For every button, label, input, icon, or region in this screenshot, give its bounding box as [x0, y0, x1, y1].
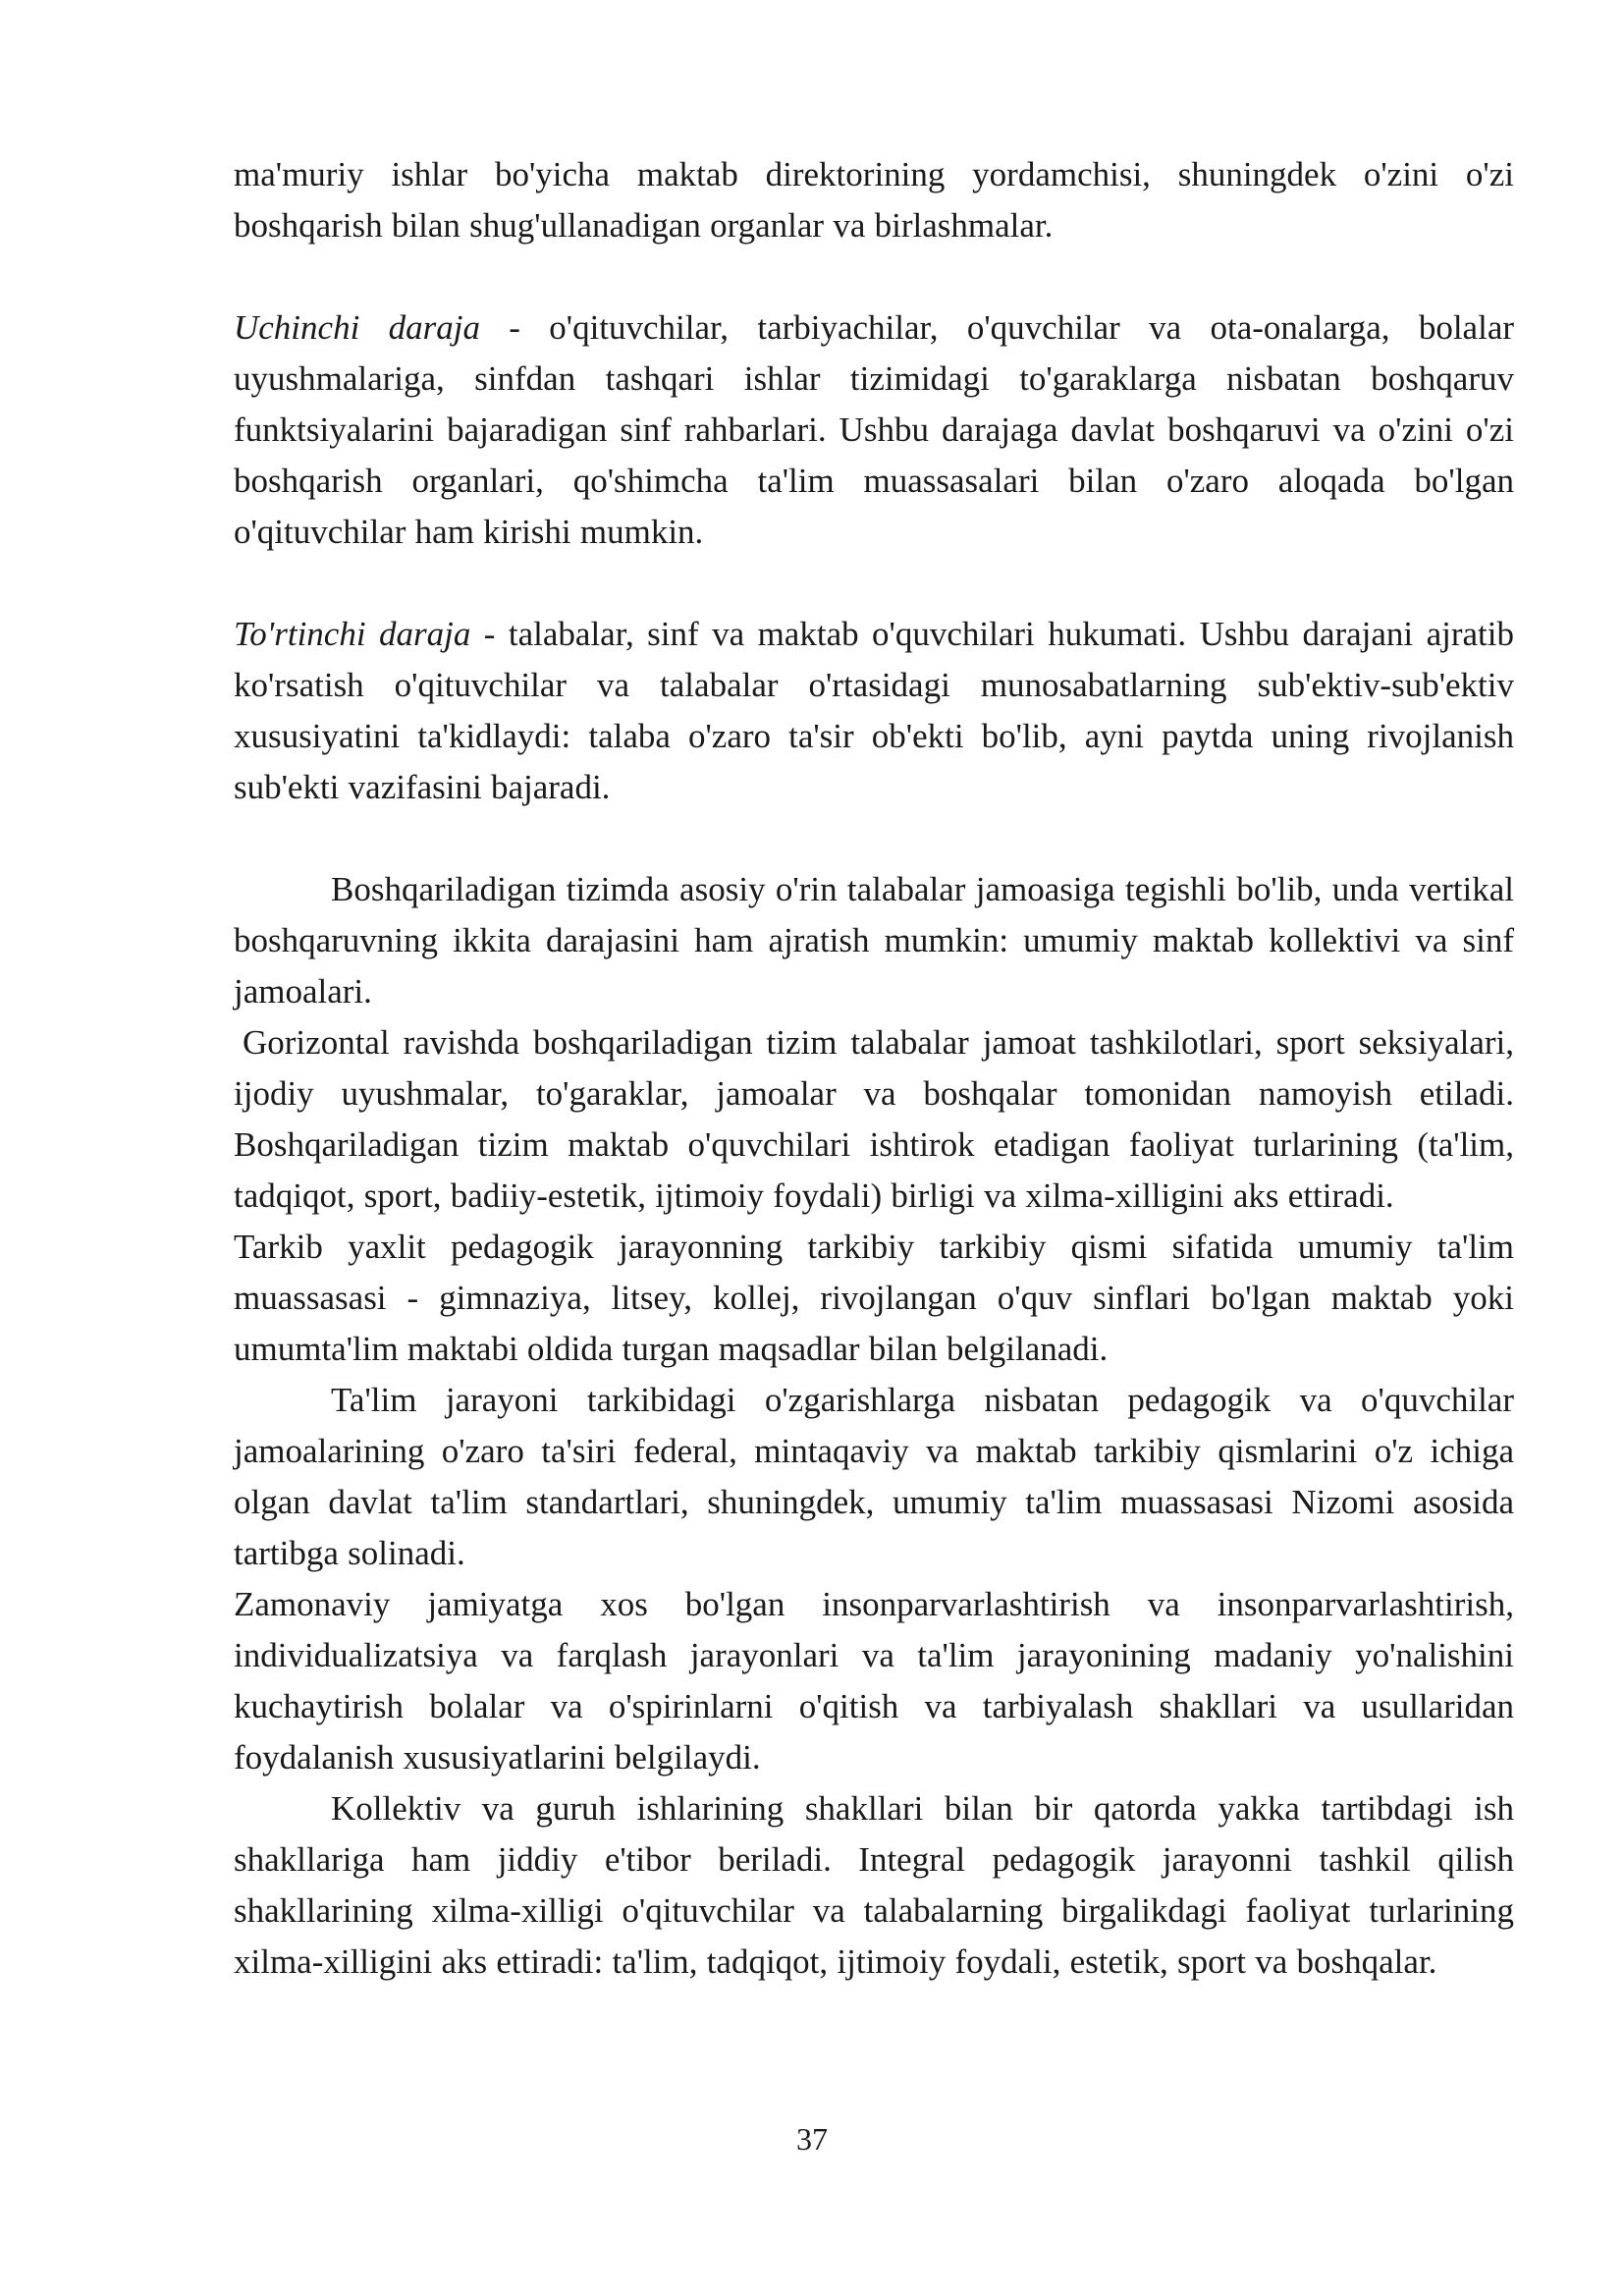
paragraph-4: [234, 864, 1514, 1017]
paragraph-2-lead: Uchinchi daraja: [234, 308, 480, 347]
page-number: 37: [796, 2121, 828, 2157]
paragraph-8: [234, 1579, 1514, 1783]
paragraph-1-text: ma'muriy ishlar bo'yicha maktab direktorining yordamchisi, shuningdek o'zini o'zi boshqarish bilan shug'ullanadigan organlar va birlashmalar.: [234, 155, 1514, 245]
paragraph-6: [234, 1222, 1514, 1375]
paragraph-3-text: - talabalar, sinf va maktab o'quvchilari hukumati. Ushbu darajani ajratib ko'rsatish o'qituvchilar va talabalar o'rtasidagi munosabatlarning sub'ektiv-sub'ektiv xususiyatini ta'kidlaydi: talaba o'zaro ta'sir ob'ekti bo'lib, ayni paytda uning rivojlanish sub'ekti vazifasini bajaradi.: [234, 615, 1514, 806]
paragraph-7-text: Ta'lim jarayoni tarkibidagi o'zgarishlarga nisbatan pedagogik va o'quvchilar jamoalarining o'zaro ta'siri federal, mintaqaviy va maktab tarkibiy qismlarini o'z ichiga olgan davlat ta'lim standartlari, shuningdek, umumiy ta'lim muassasasi Nizomi asosida tartibga solinadi.: [234, 1381, 1514, 1572]
paragraph-3-lead: To'rtinchi daraja: [234, 615, 471, 653]
paragraph-5: [234, 1017, 1514, 1222]
paragraph-2-text: - o'qituvchilar, tarbiyachilar, o'quvchilar va ota-onalarga, bolalar uyushmalariga, sinfdan tashqari ishlar tizimidagi to'garaklarga nisbatan boshqaruv funktsiyalarini bajaradigan sinf rahbarlari. Ushbu darajaga davlat boshqaruvi va o'zini o'zi boshqarish organlari, qo'shimcha ta'lim muassasalari bilan o'zaro aloqada bo'lgan o'qituvchilar ham kirishi mumkin.: [234, 308, 1515, 551]
paragraph-1: [234, 149, 1514, 251]
paragraph-7: [234, 1375, 1514, 1579]
paragraph-8-text: Zamonaviy jamiyatga xos bo'lgan insonparvarlashtirish va insonparvarlashtirish, individualizatsiya va farqlash jarayonlari va ta'lim jarayonining madaniy yo'nalishini kuchaytirish bolalar va o'spirinlarni o'qitish va tarbiyalash shakllari va usullaridan foydalanish xususiyatlarini belgilaydi.: [234, 1585, 1514, 1777]
paragraph-2: [234, 302, 1514, 558]
paragraph-3: [234, 609, 1514, 813]
paragraph-9-text: Kollektiv va guruh ishlarining shakllari bilan bir qatorda yakka tartibdagi ish shakllariga ham jiddiy e'tibor beriladi. Integral pedagogik jarayonni tashkil qilish shakllarining xilma-xilligi o'qituvchilar va talabalarning birgalikdagi faoliyat turlarining xilma-xilligini aks ettiradi: ta'lim, tadqiqot, ijtimoiy foydali, estetik, sport va boshqalar.: [234, 1789, 1514, 1981]
paragraph-4-text: Boshqariladigan tizimda asosiy o'rin talabalar jamoasiga tegishli bo'lib, unda vertikal boshqaruvning ikkita darajasini ham ajratish mumkin: umumiy maktab kollektivi va sinf jamoalari.: [234, 870, 1514, 1011]
page-body: [234, 149, 1514, 1988]
paragraph-6-text: Tarkib yaxlit pedagogik jarayonning tarkibiy tarkibiy qismi sifatida umumiy ta'lim muassasasi - gimnaziya, litsey, kollej, rivojlangan o'quv sinflari bo'lgan maktab yoki umumta'lim maktabi oldida turgan maqsadlar bilan belgilanadi.: [234, 1228, 1514, 1368]
paragraph-9: [234, 1783, 1514, 1988]
paragraph-5-text: Gorizontal ravishda boshqariladigan tizim talabalar jamoat tashkilotlari, sport seksiyalari, ijodiy uyushmalar, to'garaklar, jamoalar va boshqalar tomonidan namoyish etiladi. Boshqariladigan tizim maktab o'quvchilari ishtirok etadigan faoliyat turlarining (ta'lim, tadqiqot, sport, badiiy-estetik, ijtimoiy foydali) birligi va xilma-xilligini aks ettiradi.: [234, 1023, 1514, 1215]
